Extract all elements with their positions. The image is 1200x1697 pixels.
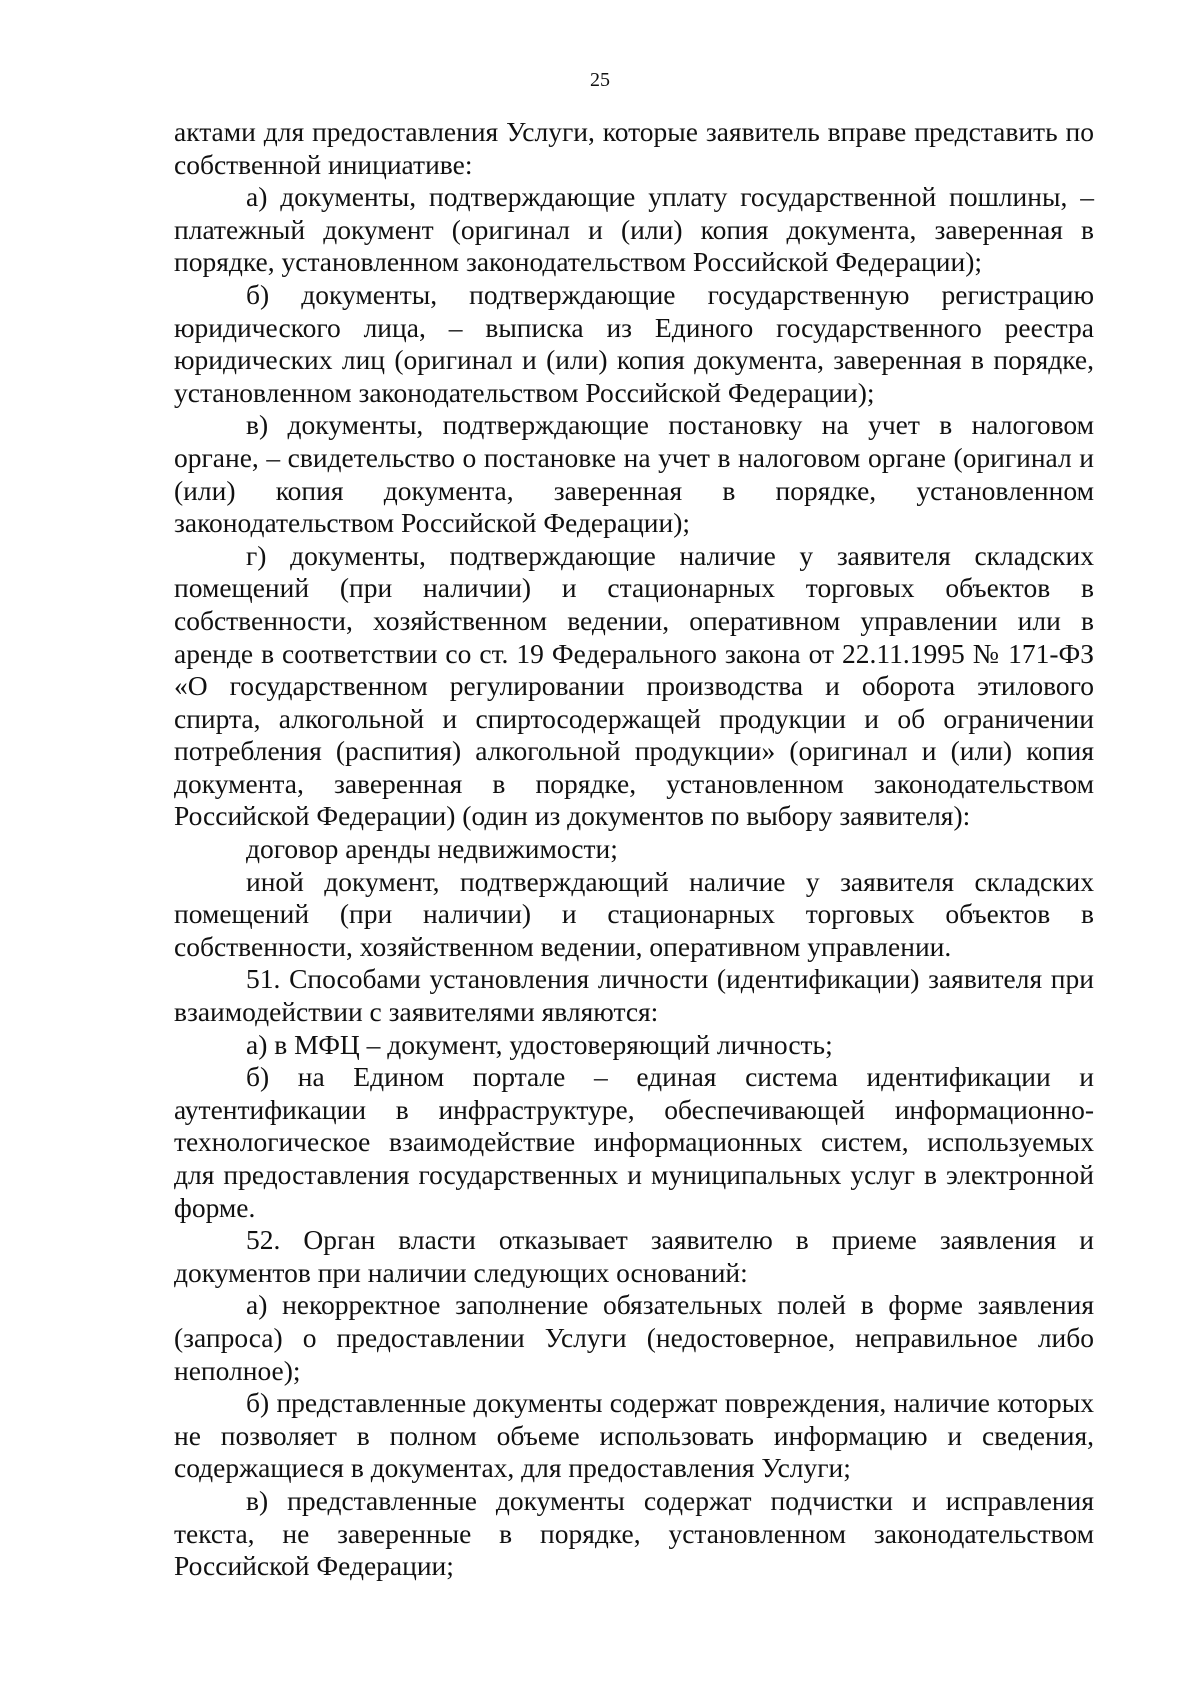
paragraph-52-item-a: а) некорректное заполнение обязательных полей в форме заявления (запроса) о предоставлении Услуги (недостоверное, неправильное либо неполное); <box>174 1289 1094 1386</box>
paragraph-51-item-b: б) на Едином портале – единая система идентификации и аутентификации в инфраструктуре, обеспечивающей информационно-технологическое взаимодействие информационных систем, используемых для предоставления государственных и муниципальных услуг в электронной форме. <box>174 1061 1094 1223</box>
paragraph-item-g-warehouse: г) документы, подтверждающие наличие у заявителя складских помещений (при наличии) и стационарных торговых объектов в собственности, хозяйственном ведении, оперативном управлении или в аренде в соответствии со ст. 19 Федерального закона от 22.11.1995 № 171-ФЗ «О государственном регулировании производства и оборота этилового спирта, алкогольной и спиртосодержащей продукции и об ограничении потребления (распития) алкогольной продукции» (оригинал и (или) копия документа, заверенная в порядке, установленном законодательством Российской Федерации) (один из документов по выбору заявителя): <box>174 539 1094 832</box>
paragraph-52-item-v: в) представленные документы содержат подчистки и исправления текста, не заверенные в порядке, установленном законодательством Российской Федерации; <box>174 1484 1094 1582</box>
paragraph-item-b-registration: б) документы, подтверждающие государственную регистрацию юридического лица, – выписка из Единого государственного реестра юридических лиц (оригинал и (или) копия документа, заверенная в порядке, установленном законодательством Российской Федерации); <box>174 278 1094 408</box>
paragraph-continuation: актами для предоставления Услуги, которые заявитель вправе представить по собственной инициативе: <box>174 116 1094 180</box>
paragraph-52-item-b: б) представленные документы содержат повреждения, наличие которых не позволяет в полном объеме использовать информацию и сведения, содержащиеся в документах, для предоставления Услуги; <box>174 1387 1094 1484</box>
paragraph-item-a-state-duty: а) документы, подтверждающие уплату государственной пошлины, – платежный документ (оригинал и (или) копия документа, заверенная в порядке, установленном законодательством Российской Федерации); <box>174 181 1094 278</box>
paragraph-51-item-a: а) в МФЦ – документ, удостоверяющий личность; <box>246 1028 833 1060</box>
paragraph-item-v-tax-registration: в) документы, подтверждающие постановку на учет в налоговом органе, – свидетельство о постановке на учет в налоговом органе (оригинал и (или) копия документа, заверенная в порядке, установленном законодательством Российской Федерации); <box>174 409 1094 539</box>
paragraph-other-document: иной документ, подтверждающий наличие у заявителя складских помещений (при наличии) и стационарных торговых объектов в собственности, хозяйственном ведении, оперативном управлении. <box>174 865 1094 962</box>
paragraph-section-52: 52. Орган власти отказывает заявителю в приеме заявления и документов при наличии следующих оснований: <box>174 1224 1094 1288</box>
page-number: 25 <box>590 69 610 91</box>
document-body <box>174 116 1094 1583</box>
paragraph-section-51: 51. Способами установления личности (идентификации) заявителя при взаимодействии с заявителями являются: <box>174 963 1094 1028</box>
paragraph-lease-agreement: договор аренды недвижимости; <box>246 833 618 865</box>
